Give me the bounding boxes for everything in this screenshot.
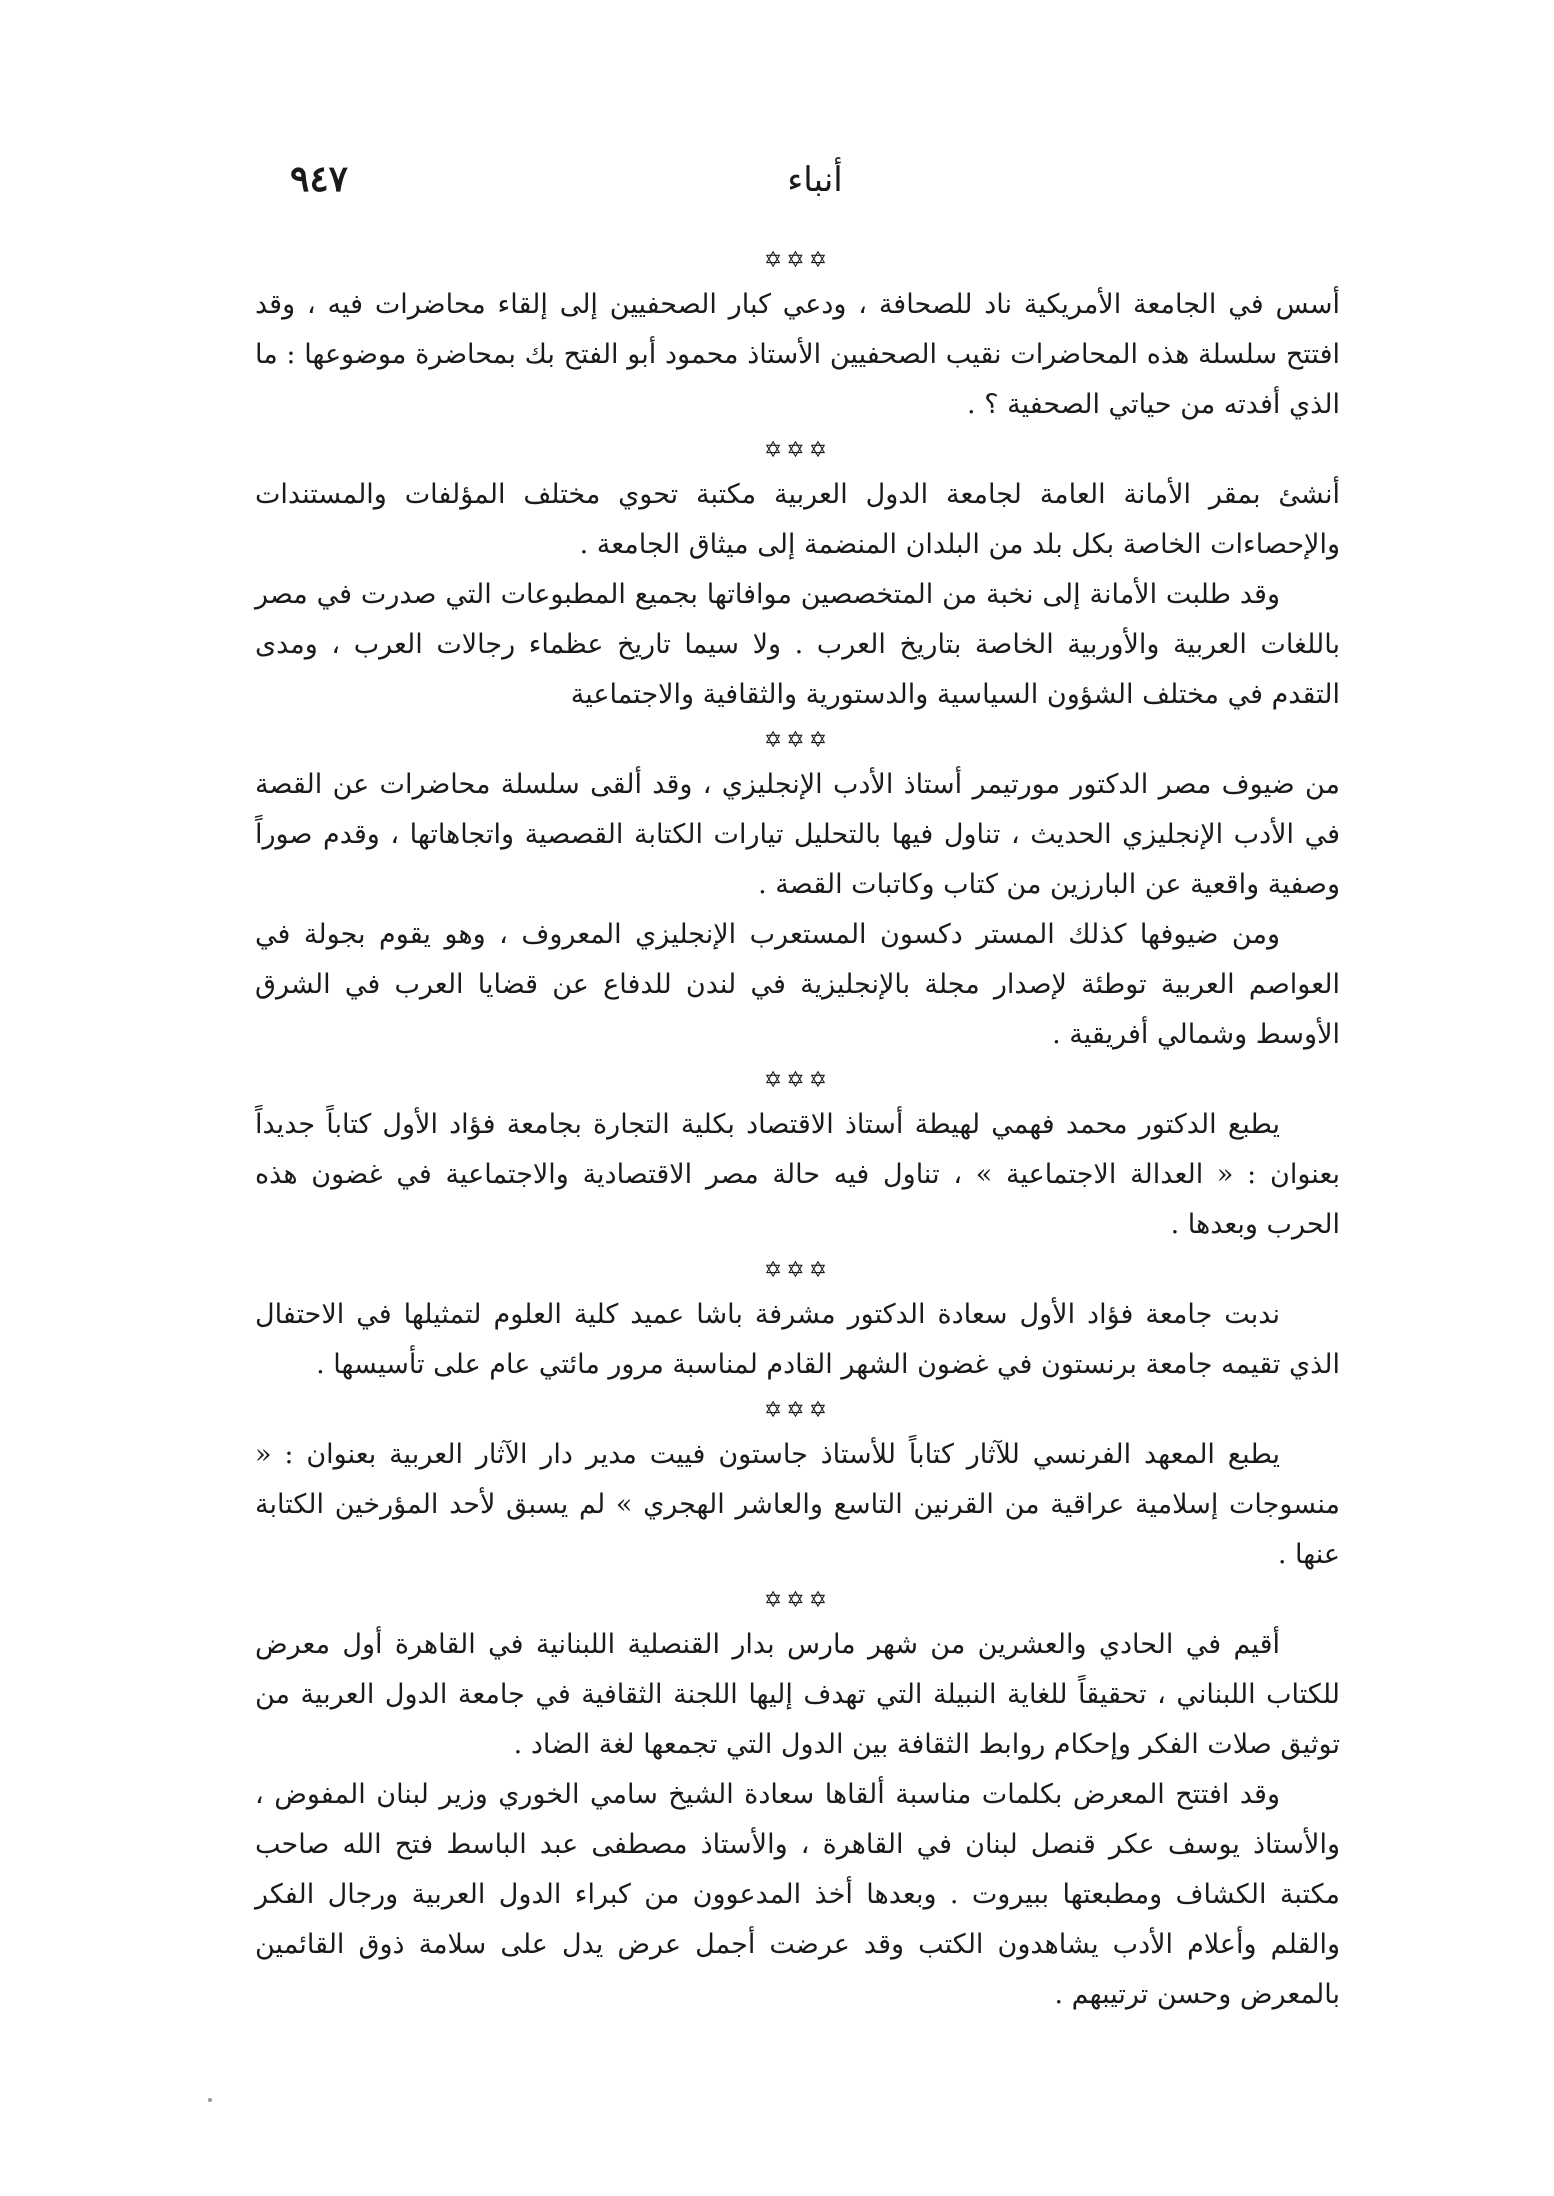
news-item-lebanese-book-fair-opening: وقد افتتح المعرض بكلمات مناسبة ألقاها سعادة الشيخ سامي الخوري وزير لبنان المفوض ، والأستاذ يوسف عكر قنصل لبنان في القاهرة ، والأستاذ مصطفى عبد الباسط فتح الله صاحب مكتبة الكشاف ومطبعتها ببيروت . وبعدها أخذ المدعوون من كبراء الدول العربية ورجال الفكر والقلم وأعلام الأدب يشاهدون الكتب وقد عرضت أجمل عرض يدل على سلامة ذوق القائمين بالمعرض وحسن ترتيبهم . [255, 1779, 1340, 2010]
section-separator: ✡✡✡ [763, 1068, 832, 1093]
section-separator: ✡✡✡ [763, 728, 832, 753]
section-separator: ✡✡✡ [763, 438, 832, 463]
article-body [255, 240, 1340, 2020]
news-item-dixon: ومن ضيوفها كذلك المستر دكسون المستعرب الإنجليزي المعروف ، وهو يقوم بجولة في العواصم العربية توطئة لإصدار مجلة بالإنجليزية في لندن للدفاع عن قضايا العرب في الشرق الأوسط وشمالي أفريقية . [255, 919, 1340, 1050]
news-item-social-justice-book: يطبع الدكتور محمد فهمي لهيطة أستاذ الاقتصاد بكلية التجارة بجامعة فؤاد الأول كتاباً جديداً بعنوان : « العدالة الاجتماعية » ، تناول فيه حالة مصر الاقتصادية والاجتماعية في غضون هذه الحرب وبعدها . [255, 1109, 1340, 1240]
news-item-arab-league-library-cont: وقد طلبت الأمانة إلى نخبة من المتخصصين موافاتها بجميع المطبوعات التي صدرت في مصر باللغات العربية والأوربية الخاصة بتاريخ العرب . ولا سيما تاريخ عظماء رجالات العرب ، ومدى التقدم في مختلف الشؤون السياسية والدستورية والثقافية والاجتماعية [255, 579, 1340, 710]
section-separator: ✡✡✡ [763, 1258, 832, 1283]
news-item-arab-league-library: أنشئ بمقر الأمانة العامة لجامعة الدول العربية مكتبة تحوي مختلف المؤلفات والمستندات والإحصاءات الخاصة بكل بلد من البلدان المنضمة إلى ميثاق الجامعة . [255, 479, 1340, 560]
page-header [290, 160, 1340, 210]
news-item-princeton: ندبت جامعة فؤاد الأول سعادة الدكتور مشرفة باشا عميد كلية العلوم لتمثيلها في الاحتفال الذي تقيمه جامعة برنستون في غضون الشهر القادم لمناسبة مرور مائتي عام على تأسيسها . [255, 1299, 1340, 1380]
page-number: ٩٤٧ [290, 158, 349, 200]
running-title: أنباء [787, 160, 843, 200]
news-item-press-club: أسس في الجامعة الأمريكية ناد للصحافة ، ودعي كبار الصحفيين إلى إلقاء محاضرات فيه ، وقد افتتح سلسلة هذه المحاضرات نقيب الصحفيين الأستاذ محمود أبو الفتح بك بمحاضرة موضوعها : ما الذي أفدته من حياتي الصحفية ؟ . [255, 289, 1340, 420]
news-item-lebanese-book-fair: أقيم في الحادي والعشرين من شهر مارس بدار القنصلية اللبنانية في القاهرة أول معرض للكتاب اللبناني ، تحقيقاً للغاية النبيلة التي تهدف إليها اللجنة الثقافية في جامعة الدول العربية من توثيق صلات الفكر وإحكام روابط الثقافة بين الدول التي تجمعها لغة الضاد . [255, 1629, 1340, 1760]
section-separator: ✡✡✡ [763, 1398, 832, 1423]
news-item-french-institute: يطبع المعهد الفرنسي للآثار كتاباً للأستاذ جاستون فييت مدير دار الآثار العربية بعنوان : « منسوجات إسلامية عراقية من القرنين التاسع والعاشر الهجري » لم يسبق لأحد المؤرخين الكتابة عنها . [255, 1439, 1340, 1570]
news-item-mortimer: من ضيوف مصر الدكتور مورتيمر أستاذ الأدب الإنجليزي ، وقد ألقى سلسلة محاضرات عن القصة في الأدب الإنجليزي الحديث ، تناول فيها بالتحليل تيارات الكتابة القصصية واتجاهاتها ، وقدم صوراً وصفية واقعية عن البارزين من كتاب وكاتبات القصة . [255, 769, 1340, 900]
paper-speck [208, 2098, 212, 2102]
section-separator: ✡✡✡ [763, 1588, 832, 1613]
section-separator: ✡✡✡ [763, 248, 832, 273]
